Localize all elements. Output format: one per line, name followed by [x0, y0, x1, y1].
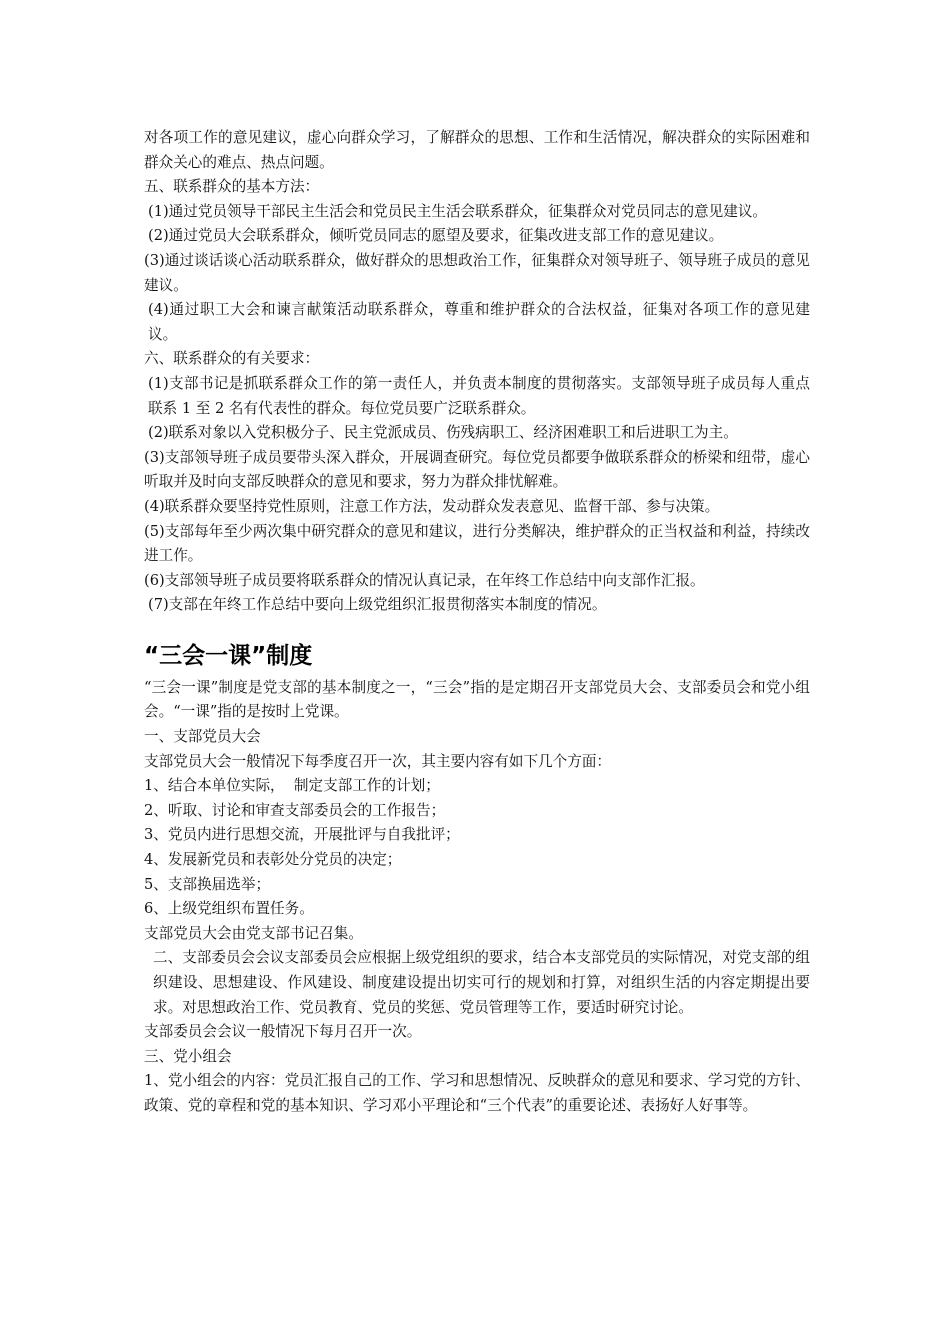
branch-meeting-convener: 支部党员大会由党支部书记召集。: [144, 924, 363, 942]
heading-requirements: 六、联系群众的有关要求：: [144, 350, 320, 368]
requirement-item-4: (4)联系群众要坚持党性原则，注意工作方法，发动群众发表意见、监督干部、参与决策。: [144, 497, 720, 515]
requirement-item-7: (7)支部在年终工作总结中要向上级党组织汇报贯彻落实本制度的情况。: [148, 596, 607, 614]
requirement-item-1: (1)支部书记是抓联系群众工作的第一责任人，并负责本制度的贯彻落实。支部领导班子成员每人重点联系 1 至 2 名有代表性的群众。每位党员要广泛联系群众。: [148, 374, 810, 417]
branch-meeting-frequency: 支部党员大会一般情况下每季度召开一次，其主要内容有如下几个方面：: [144, 752, 612, 770]
section-title: “三会一课”制度: [144, 642, 313, 669]
requirement-item-3: (3)支部领导班子成员要带头深入群众，开展调查研究。每位党员都要争做联系群众的桥梁和纽带，虚心听取并及时向支部反映群众的意见和要求，努力为群众排忧解难。: [144, 448, 810, 491]
method-item-3: (3)通过谈话谈心活动联系群众，做好群众的思想政治工作，征集群众对领导班子、领导班子成员的意见建议。: [144, 251, 810, 294]
list-item-6: 6、上级党组织布置任务。: [144, 900, 314, 918]
list-item-5: 5、支部换届选举；: [144, 875, 271, 893]
party-group-content: 1、党小组会的内容：党员汇报自己的工作、学习和思想情况、反映群众的意见和要求、学习党的方针、政策、党的章程和党的基本知识、学习邓小平理论和“三个代表”的重要论述、表扬好人好事等。: [144, 1072, 811, 1114]
committee-meeting-paragraph: 二、支部委员会会议支部委员会应根据上级党组织的要求，结合本支部党员的实际情况，对党支部的组织建设、思想建设、作风建设、制度建设提出切实可行的规划和打算，对组织生活的内容定期提出要求。对思想政治工作、党员教育、党员的奖惩、党员管理等工作，要适时研究讨论。: [153, 949, 810, 1016]
list-item-3: 3、党员内进行思想交流，开展批评与自我批评；: [144, 826, 460, 844]
heading-methods: 五、联系群众的基本方法：: [144, 178, 320, 196]
requirement-item-2: (2)联系对象以入党积极分子、民主党派成员、伤残病职工、经济困难职工和后进职工为主。: [148, 424, 738, 442]
method-item-4: (4)通过职工大会和谏言献策活动联系群众，尊重和维护群众的合法权益，征集对各项工作的意见建议。: [148, 301, 810, 343]
paragraph-continuation: 对各项工作的意见建议，虚心向群众学习，了解群众的思想、工作和生活情况，解决群众的实际困难和群众关心的难点、热点问题。: [144, 129, 810, 171]
method-item-2: (2)通过党员大会联系群众，倾听党员同志的愿望及要求，征集改进支部工作的意见建议。: [148, 227, 724, 245]
method-item-1: (1)通过党员领导干部民主生活会和党员民主生活会联系群众，征集群众对党员同志的意见建议。: [148, 202, 768, 220]
list-item-2: 2、听取、讨论和审查支部委员会的工作报告；: [144, 801, 446, 819]
section-three-meetings: [144, 638, 810, 1119]
list-item-4: 4、发展新党员和表彰处分党员的决定；: [144, 851, 402, 869]
list-item-1: 1、结合本单位实际， 制定支部工作的计划；: [144, 777, 440, 795]
requirement-item-6: (6)支部领导班子成员要将联系群众的情况认真记录，在年终工作总结中向支部作汇报。: [144, 571, 705, 589]
section-mass-contact: [144, 126, 810, 618]
subheading-party-group: 三、党小组会: [144, 1047, 232, 1065]
intro-paragraph: “三会一课”制度是党支部的基本制度之一，“三会”指的是定期召开支部党员大会、支部委员会和党小组会。“一课”指的是按时上党课。: [144, 678, 810, 721]
document-page: [144, 126, 810, 1119]
committee-meeting-frequency: 支部委员会会议一般情况下每月召开一次。: [144, 1023, 422, 1041]
subheading-branch-meeting: 一、支部党员大会: [144, 728, 261, 746]
requirement-item-5: (5)支部每年至少两次集中研究群众的意见和建议，进行分类解决，维护群众的正当权益和利益，持续改进工作。: [144, 522, 810, 565]
